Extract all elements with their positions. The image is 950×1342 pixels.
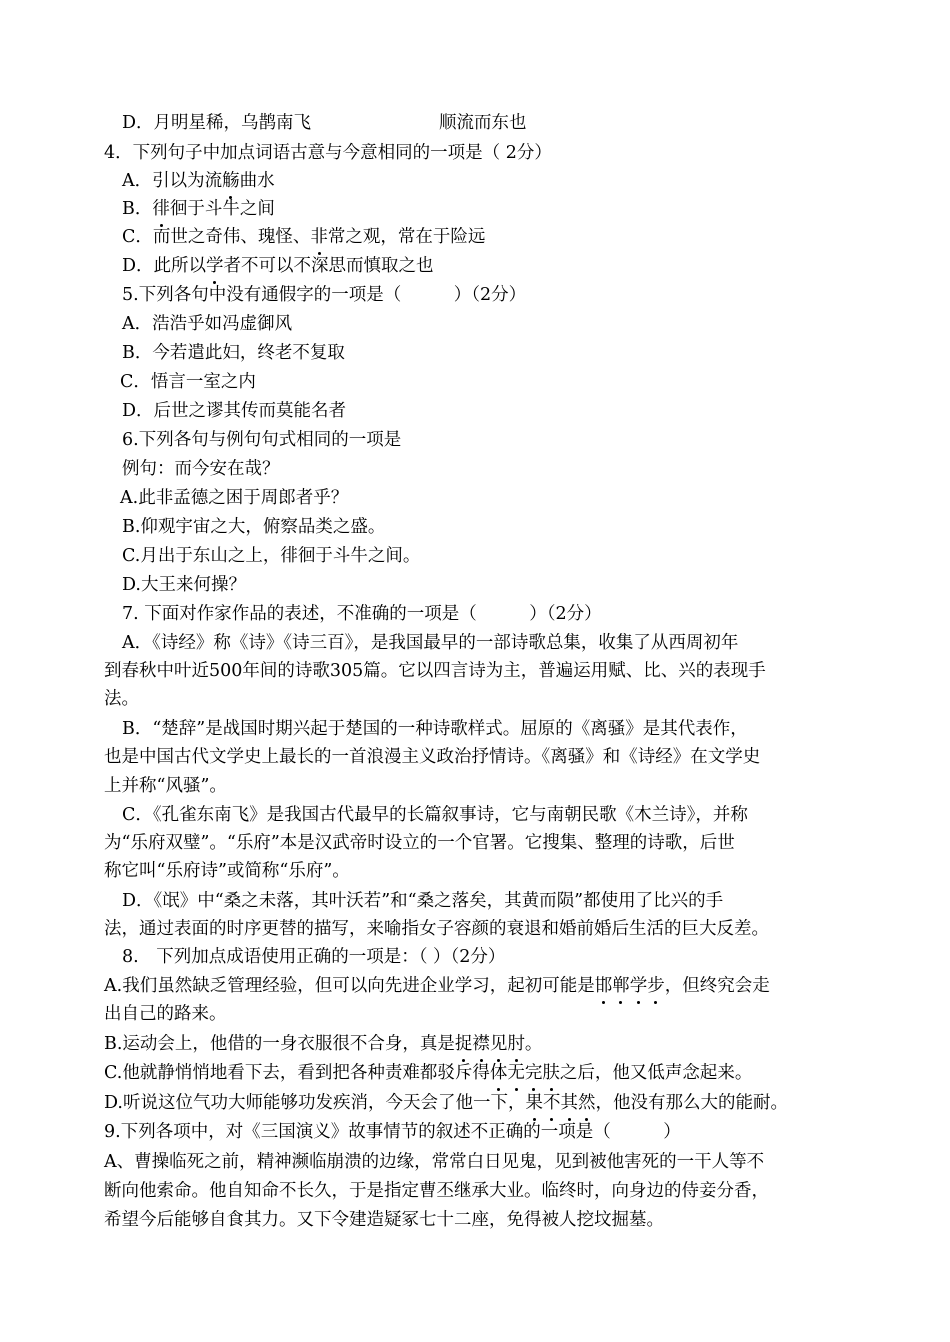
text-line (104, 746, 760, 768)
emphasis-dotted-char: 学 (206, 256, 224, 276)
emphasis-dotted-char: 襟 (472, 1034, 490, 1054)
text-segment: 。 (524, 1034, 543, 1054)
text-line (104, 1121, 681, 1143)
text-line (104, 832, 735, 854)
text-line (122, 574, 246, 596)
text-segment: 例句：而今安在哉？ (122, 459, 280, 479)
text-segment: 徊于斗牛之间 (169, 199, 275, 219)
text-line (104, 1151, 764, 1173)
text-segment: B.运动会上，他借的一身衣服很不合身，真是 (104, 1034, 455, 1054)
text-segment: 4．下列句子中加点词语古意与今意相同的一项是（ 2分） (104, 143, 552, 163)
text-segment: 8. 下列加点成语使用正确的一项是：（ ）（2分） (122, 947, 506, 967)
text-line (104, 1033, 542, 1055)
text-segment: 为“乐府双璧”。“乐府”本是汉武帝时设立的一个官署。它搜集、整理的诗歌，后世 (104, 833, 735, 853)
text-segment: 出自己的路来。 (104, 1004, 227, 1024)
text-segment: D．月明星稀，乌鹊南飞 (122, 113, 312, 133)
emphasis-dotted-char: 学 (629, 976, 648, 996)
emphasis-dotted-char: 郸 (612, 976, 630, 996)
text-line (122, 342, 345, 364)
emphasis-dotted-char: 肤 (542, 1063, 560, 1083)
text-line (104, 975, 770, 997)
text-line (120, 371, 256, 393)
emphasis-dotted-char: 然 (577, 1093, 596, 1113)
emphasis-dotted-char: 果 (525, 1093, 543, 1113)
text-segment: 9.下列各项中，对《三国演义》故事情节的叙述不正确的一项是（ ） (104, 1122, 681, 1142)
text-line (122, 313, 292, 335)
text-segment: C．《孔雀东南飞》是我国古代最早的长篇叙事诗，它与南朝民歌《木兰诗》，并称 (122, 805, 748, 825)
text-segment: 者不可以不深思而慎取之也 (223, 256, 434, 276)
emphasis-dotted-char: 完 (524, 1063, 543, 1083)
text-segment: B．今若遣此妇，终老不复取 (122, 343, 345, 363)
text-segment: ，他没有那么大的能耐。 (595, 1093, 788, 1113)
text-line (122, 226, 485, 248)
text-segment: B． (122, 199, 153, 219)
emphasis-dotted-char: 捉 (454, 1034, 473, 1054)
text-line (104, 1209, 664, 1231)
text-segment: 断向他索命。他自知命不长久，于是指定曹丕继承大业。临终时，向身边的侍妾分香， (104, 1181, 769, 1201)
text-segment: 到春秋中叶近500年间的诗歌305篇。它以四言诗为主，普遍运用赋、比、兴的表现手 (104, 661, 766, 681)
text-segment: 之后，他又低声念起来。 (559, 1063, 753, 1083)
text-line (104, 860, 350, 882)
text-segment: D．此所以 (122, 256, 207, 276)
emphasis-dotted-char: 体 (489, 1063, 508, 1083)
text-segment: ，但终究会走 (664, 976, 770, 996)
text-line (104, 1003, 227, 1025)
text-line (122, 170, 275, 192)
text-line (122, 458, 280, 480)
text-segment: A、曹操临死之前，精神濒临崩溃的边缘，常常白日见鬼，见到被他害死的一干人等不 (104, 1152, 765, 1172)
text-segment: A．浩浩乎如冯虚御风 (122, 314, 293, 334)
text-line (104, 1062, 752, 1084)
text-line (122, 890, 723, 912)
text-line (122, 255, 434, 277)
emphasis-dotted-char: 见 (489, 1034, 508, 1054)
emphasis-dotted-char: 肘 (507, 1034, 525, 1054)
text-segment: D．《氓》中“桑之未落，其叶沃若”和“桑之落矣，其黄而陨”都使用了比兴的手 (122, 891, 724, 911)
text-line (122, 718, 748, 740)
text-segment: 也是中国古代文学史上最长的一首浪漫主义政治抒情诗。《离骚》和《诗经》在文学史 (104, 747, 761, 767)
text-segment: A．引以为流 (122, 171, 223, 191)
text-segment: A.此非孟德之困于周郎者乎？ (120, 488, 349, 508)
text-segment: 称它叫“乐府诗”或简称“乐府”。 (104, 861, 350, 881)
text-line (104, 1092, 788, 1114)
emphasis-dotted-char: 步 (647, 976, 665, 996)
text-line (122, 400, 346, 422)
text-segment: D.听说这位气功大师能够功发疾消，今天会了他一下， (104, 1093, 526, 1113)
text-line (122, 804, 748, 826)
text-line (122, 632, 738, 654)
text-line (122, 198, 275, 220)
text-segment: A.我们虽然缺乏管理经验，但可以向先进企业学习，起初可能是 (104, 976, 595, 996)
text-segment: D.大王来何操？ (122, 575, 246, 595)
text-line (122, 946, 505, 968)
text-segment: B.仰观宇宙之大，俯察品类之盛。 (122, 517, 386, 537)
text-line (122, 112, 527, 134)
text-segment: 希望今后能够自食其力。又下令建造疑冢七十二座，免得被人挖坟掘墓。 (104, 1210, 664, 1230)
text-segment: B．“楚辞”是战国时期兴起于楚国的一种诗歌样式。屈原的《离骚》是其代表作， (122, 719, 748, 739)
emphasis-dotted-char: 徘 (152, 199, 170, 219)
emphasis-dotted-char: 觞 (222, 171, 240, 191)
text-segment: A．《诗经》称《诗》《诗三百》，是我国最早的一部诗歌总集，收集了从西周初年 (122, 633, 739, 653)
text-line (120, 487, 348, 509)
text-segment: C.月出于东山之上，徘徊于斗牛之间。 (122, 546, 421, 566)
text-line (104, 775, 227, 797)
text-segment: 顺流而东也 (439, 113, 527, 133)
text-line (122, 545, 420, 567)
emphasis-dotted-char: 非 (310, 227, 328, 247)
text-segment: 7. 下面对作家作品的表述，不准确的一项是（ ）（2分） (122, 604, 602, 624)
emphasis-dotted-char: 其 (560, 1093, 578, 1113)
text-segment: 曲水 (239, 171, 275, 191)
text-line (122, 429, 401, 451)
text-line (104, 1180, 769, 1202)
text-segment: 上并称“风骚”。 (104, 776, 227, 796)
text-line (104, 688, 139, 710)
text-segment: 6.下列各句与例句句式相同的一项是 (122, 430, 402, 450)
text-segment: 常之观，常在于险远 (327, 227, 486, 247)
text-line (104, 142, 552, 164)
text-segment: 法。 (104, 689, 139, 709)
text-segment: C.他就静悄悄地看下去，看到把各种责难都驳斥得 (104, 1063, 490, 1083)
text-line (104, 660, 766, 682)
text-segment: 5.下列各句中没有通假字的一项是（ ）（2分） (122, 285, 527, 305)
text-segment: C．而世之奇伟、瑰怪、 (122, 227, 311, 247)
text-line (122, 516, 385, 538)
emphasis-dotted-char: 邯 (594, 976, 613, 996)
text-segment: 法，通过表面的时序更替的描写，来喻指女子容颜的衰退和婚前婚后生活的巨大反差。 (104, 919, 769, 939)
emphasis-dotted-char: 无 (507, 1063, 525, 1083)
text-line (122, 603, 602, 625)
text-line (122, 284, 526, 306)
text-segment: D．后世之谬其传而莫能名者 (122, 401, 347, 421)
text-line (104, 918, 769, 940)
emphasis-dotted-char: 不 (542, 1093, 561, 1113)
text-segment: C．悟言一室之内 (120, 372, 256, 392)
